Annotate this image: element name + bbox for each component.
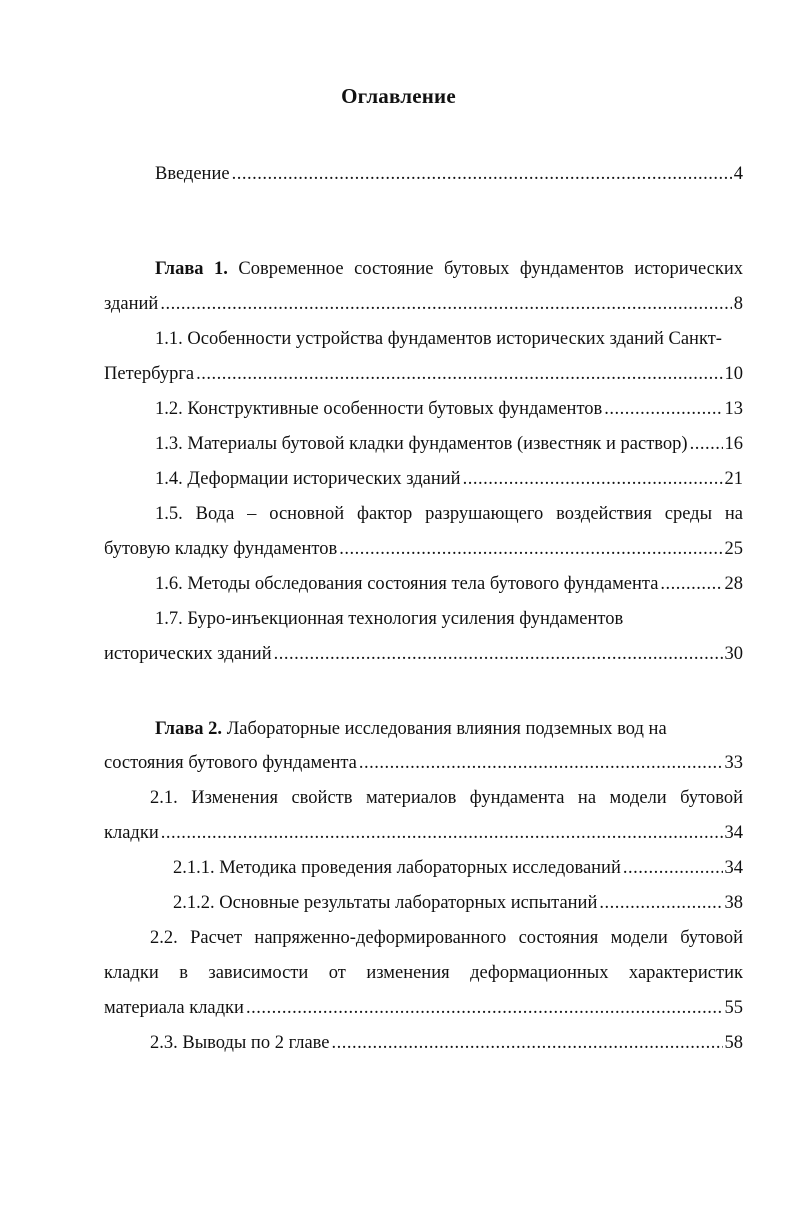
leader-dots <box>339 537 722 561</box>
toc-entry-1-3[interactable] <box>155 432 743 456</box>
toc-entry-2-2-line2[interactable]: кладки в зависимости от изменения деформационных характеристик <box>104 963 743 983</box>
toc-entry-2-2-line1[interactable]: 2.2. Расчет напряженно-деформированного состояния модели бутовой <box>150 928 743 948</box>
toc-entry-2-1-line2[interactable] <box>104 821 743 845</box>
toc-entry-label: кладки <box>104 823 159 843</box>
toc-page-number: 34 <box>724 823 743 843</box>
toc-entry-label: 1.3. Материалы бутовой кладки фундаментов (известняк и раствор) <box>155 434 688 454</box>
chapter-title: Современное состояние бутовых фундаментов исторических <box>227 259 744 279</box>
leader-dots <box>690 432 723 456</box>
chapter-label: Глава 2. <box>155 719 223 739</box>
toc-entry-1-5-line1[interactable]: 1.5. Вода – основной фактор разрушающего воздействия среды на <box>155 504 743 524</box>
toc-entry-1-4[interactable] <box>155 467 743 491</box>
toc-entry-label: 2.1.2. Основные результаты лабораторных испытаний <box>173 893 598 913</box>
toc-page-number: 28 <box>724 574 743 594</box>
toc-page-number: 34 <box>724 858 743 878</box>
toc-entry-label: 1.2. Конструктивные особенности бутовых фундаментов <box>155 399 603 419</box>
toc-page-number: 55 <box>724 998 743 1018</box>
leader-dots <box>196 362 722 386</box>
toc-page-number: 58 <box>724 1033 743 1053</box>
leader-dots <box>232 162 732 186</box>
toc-chapter-2-heading[interactable] <box>155 717 667 741</box>
leader-dots <box>623 856 723 880</box>
toc-chapter-1-heading[interactable] <box>155 257 743 281</box>
toc-page-number: 25 <box>724 539 743 559</box>
chapter-label: Глава 1. <box>155 259 228 279</box>
leader-dots <box>359 751 723 775</box>
toc-page-number: 8 <box>733 294 743 314</box>
toc-entry-label: зданий <box>104 294 159 314</box>
toc-entry-1-7-line2[interactable] <box>104 642 743 666</box>
chapter-title: Лабораторные исследования влияния подземных вод на <box>222 719 667 739</box>
toc-entry-label: состояния бутового фундамента <box>104 753 357 773</box>
toc-entry-1-1-line1[interactable]: 1.1. Особенности устройства фундаментов исторических зданий Санкт- <box>155 329 722 349</box>
page-title: Оглавление <box>341 84 456 108</box>
leader-dots <box>246 996 723 1020</box>
toc-chapter-1-cont[interactable] <box>104 292 743 316</box>
leader-dots <box>660 572 722 596</box>
toc-entry-label: 1.4. Деформации исторических зданий <box>155 469 461 489</box>
toc-entry-label: 2.3. Выводы по 2 главе <box>150 1033 330 1053</box>
toc-entry-1-1-line2[interactable] <box>104 362 743 386</box>
toc-page-number: 13 <box>724 399 743 419</box>
toc-entry-1-5-line2[interactable] <box>104 537 743 561</box>
toc-chapter-2-cont[interactable] <box>104 751 743 775</box>
toc-page-number: 30 <box>724 644 743 664</box>
toc-entry-label: бутовую кладку фундаментов <box>104 539 338 559</box>
toc-page-number: 16 <box>724 434 743 454</box>
toc-entry-1-6[interactable] <box>155 572 743 596</box>
toc-entry-label: материала кладки <box>104 998 244 1018</box>
toc-entry-label: исторических зданий <box>104 644 272 664</box>
toc-entry-1-2[interactable] <box>155 397 743 421</box>
toc-page-number: 10 <box>724 364 743 384</box>
leader-dots <box>161 821 723 845</box>
leader-dots <box>274 642 723 666</box>
toc-entry-label: Петербурга <box>104 364 195 384</box>
toc-entry-label: 1.6. Методы обследования состояния тела бутового фундамента <box>155 574 659 594</box>
toc-entry-2-1-2[interactable] <box>173 891 743 915</box>
leader-dots <box>332 1031 723 1055</box>
toc-page-number: 21 <box>724 469 743 489</box>
toc-entry-label: 2.1.1. Методика проведения лабораторных исследований <box>173 858 621 878</box>
toc-entry-label: Введение <box>155 164 230 184</box>
toc-entry-2-3[interactable] <box>150 1031 743 1055</box>
toc-entry-2-1-1[interactable] <box>173 856 743 880</box>
toc-entry-intro[interactable] <box>155 162 743 186</box>
leader-dots <box>599 891 722 915</box>
leader-dots <box>604 397 722 421</box>
toc-entry-2-1-line1[interactable]: 2.1. Изменения свойств материалов фундамента на модели бутовой <box>150 788 743 808</box>
leader-dots <box>160 292 731 316</box>
toc-entry-1-7-line1[interactable]: 1.7. Буро-инъекционная технология усиления фундаментов <box>155 609 624 629</box>
toc-entry-2-2-line3[interactable] <box>104 996 743 1020</box>
leader-dots <box>463 467 723 491</box>
toc-page-number: 38 <box>724 893 743 913</box>
toc-page-number: 33 <box>724 753 743 773</box>
toc-page-number: 4 <box>733 164 743 184</box>
